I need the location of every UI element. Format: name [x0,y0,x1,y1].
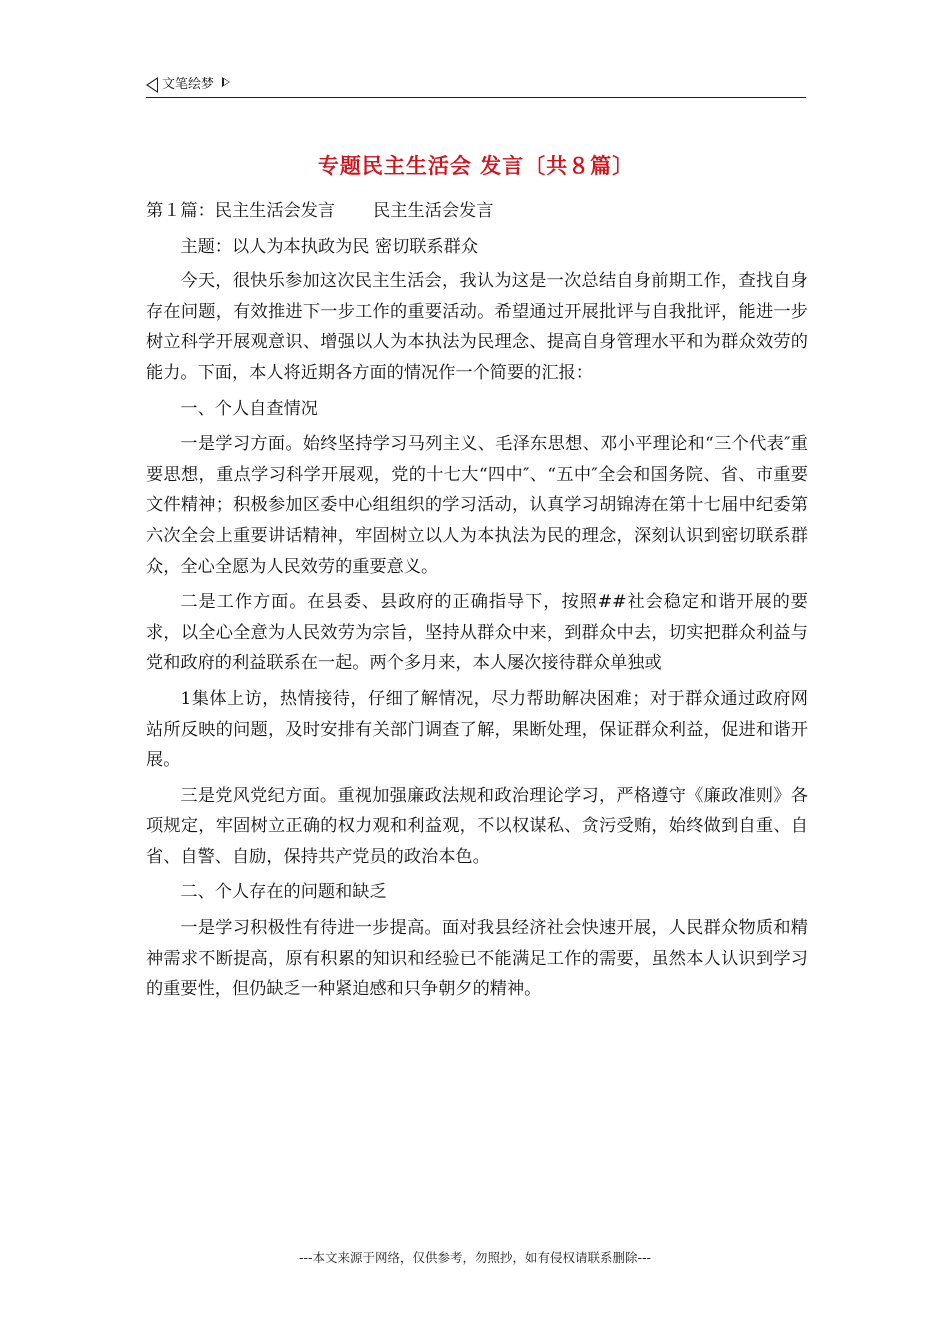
chapter-label: 第１篇：民主生活会发言 [146,201,336,221]
page-footer: ---本文来源于网络，仅供参考，勿照抄，如有侵权请联系删除--- [298,1250,652,1265]
triangle-left-icon [146,77,158,93]
paragraph: 一是学习积极性有待进一步提高。面对我县经济社会快速开展，人民群众物质和精神需求不断提高，原有积累的知识和经验已不能满足工作的需要，虽然本人认识到学习的重要性，但仍缺乏一种紧迫感和只争朝夕的精神。 [146,918,808,1000]
chapter-heading [146,196,808,227]
page-header [146,74,806,98]
theme-line: 主题：以人为本执政为民 密切联系群众 [180,236,479,257]
chapter-subtitle: 民主生活会发言 [373,201,494,221]
section-heading: 二、个人存在的问题和缺乏 [180,882,387,903]
paragraph: 今天，很快乐参加这次民主生活会，我认为这是一次总结自身前期工作，查找自身存在问题，有效推进下一步工作的重要活动。希望通过开展批评与自我批评，能进一步树立科学开展观意识、增强以人为本执法为民理念、提高自身管理水平和为群众效劳的能力。下面，本人将近期各方面的情况作一个简要的汇报： [146,271,808,383]
paragraph: 二是工作方面。在县委、县政府的正确指导下，按照##社会稳定和谐开展的要求，以全心全意为人民效劳为宗旨，坚持从群众中来，到群众中去，切实把群众利益与党和政府的利益联系在一起。两个多月来，本人屡次接待群众单独或 [146,592,808,674]
paragraph: 一是学习方面。始终坚持学习马列主义、毛泽东思想、邓小平理论和“三个代表″重要思想，重点学习科学开展观，党的十七大“四中″、“五中″全会和国务院、省、市重要文件精神；积极参加区委中心组组织的学习活动，认真学习胡锦涛在第十七届中纪委第六次全会上重要讲话精神，牢固树立以人为本执法为民的理念，深刻认识到密切联系群众，全心全愿为人民效劳的重要意义。 [146,434,808,577]
header-divider [146,97,806,98]
document-title: 专题民主生活会 发言〔共８篇〕 [317,154,635,178]
document-body [146,196,808,1010]
paragraph: 1集体上访，热情接待，仔细了解情况，尽力帮助解决困难；对于群众通过政府网站所反映的问题，及时安排有关部门调查了解，果断处理，保证群众利益，促进和谐开展。 [146,688,808,771]
paragraph: 三是党风党纪方面。重视加强廉政法规和政治理论学习，严格遵守《廉政准则》各项规定，牢固树立正确的权力观和利益观，不以权谋私、贪污受贿，始终做到自重、自省、自警、自励，保持共产党员的政治本色。 [146,785,808,867]
section-heading: 一、个人自查情况 [180,398,318,419]
header-brand-text: 文笔绘梦 [162,77,215,92]
triangle-right-icon [222,77,230,87]
header-brand [146,74,806,96]
